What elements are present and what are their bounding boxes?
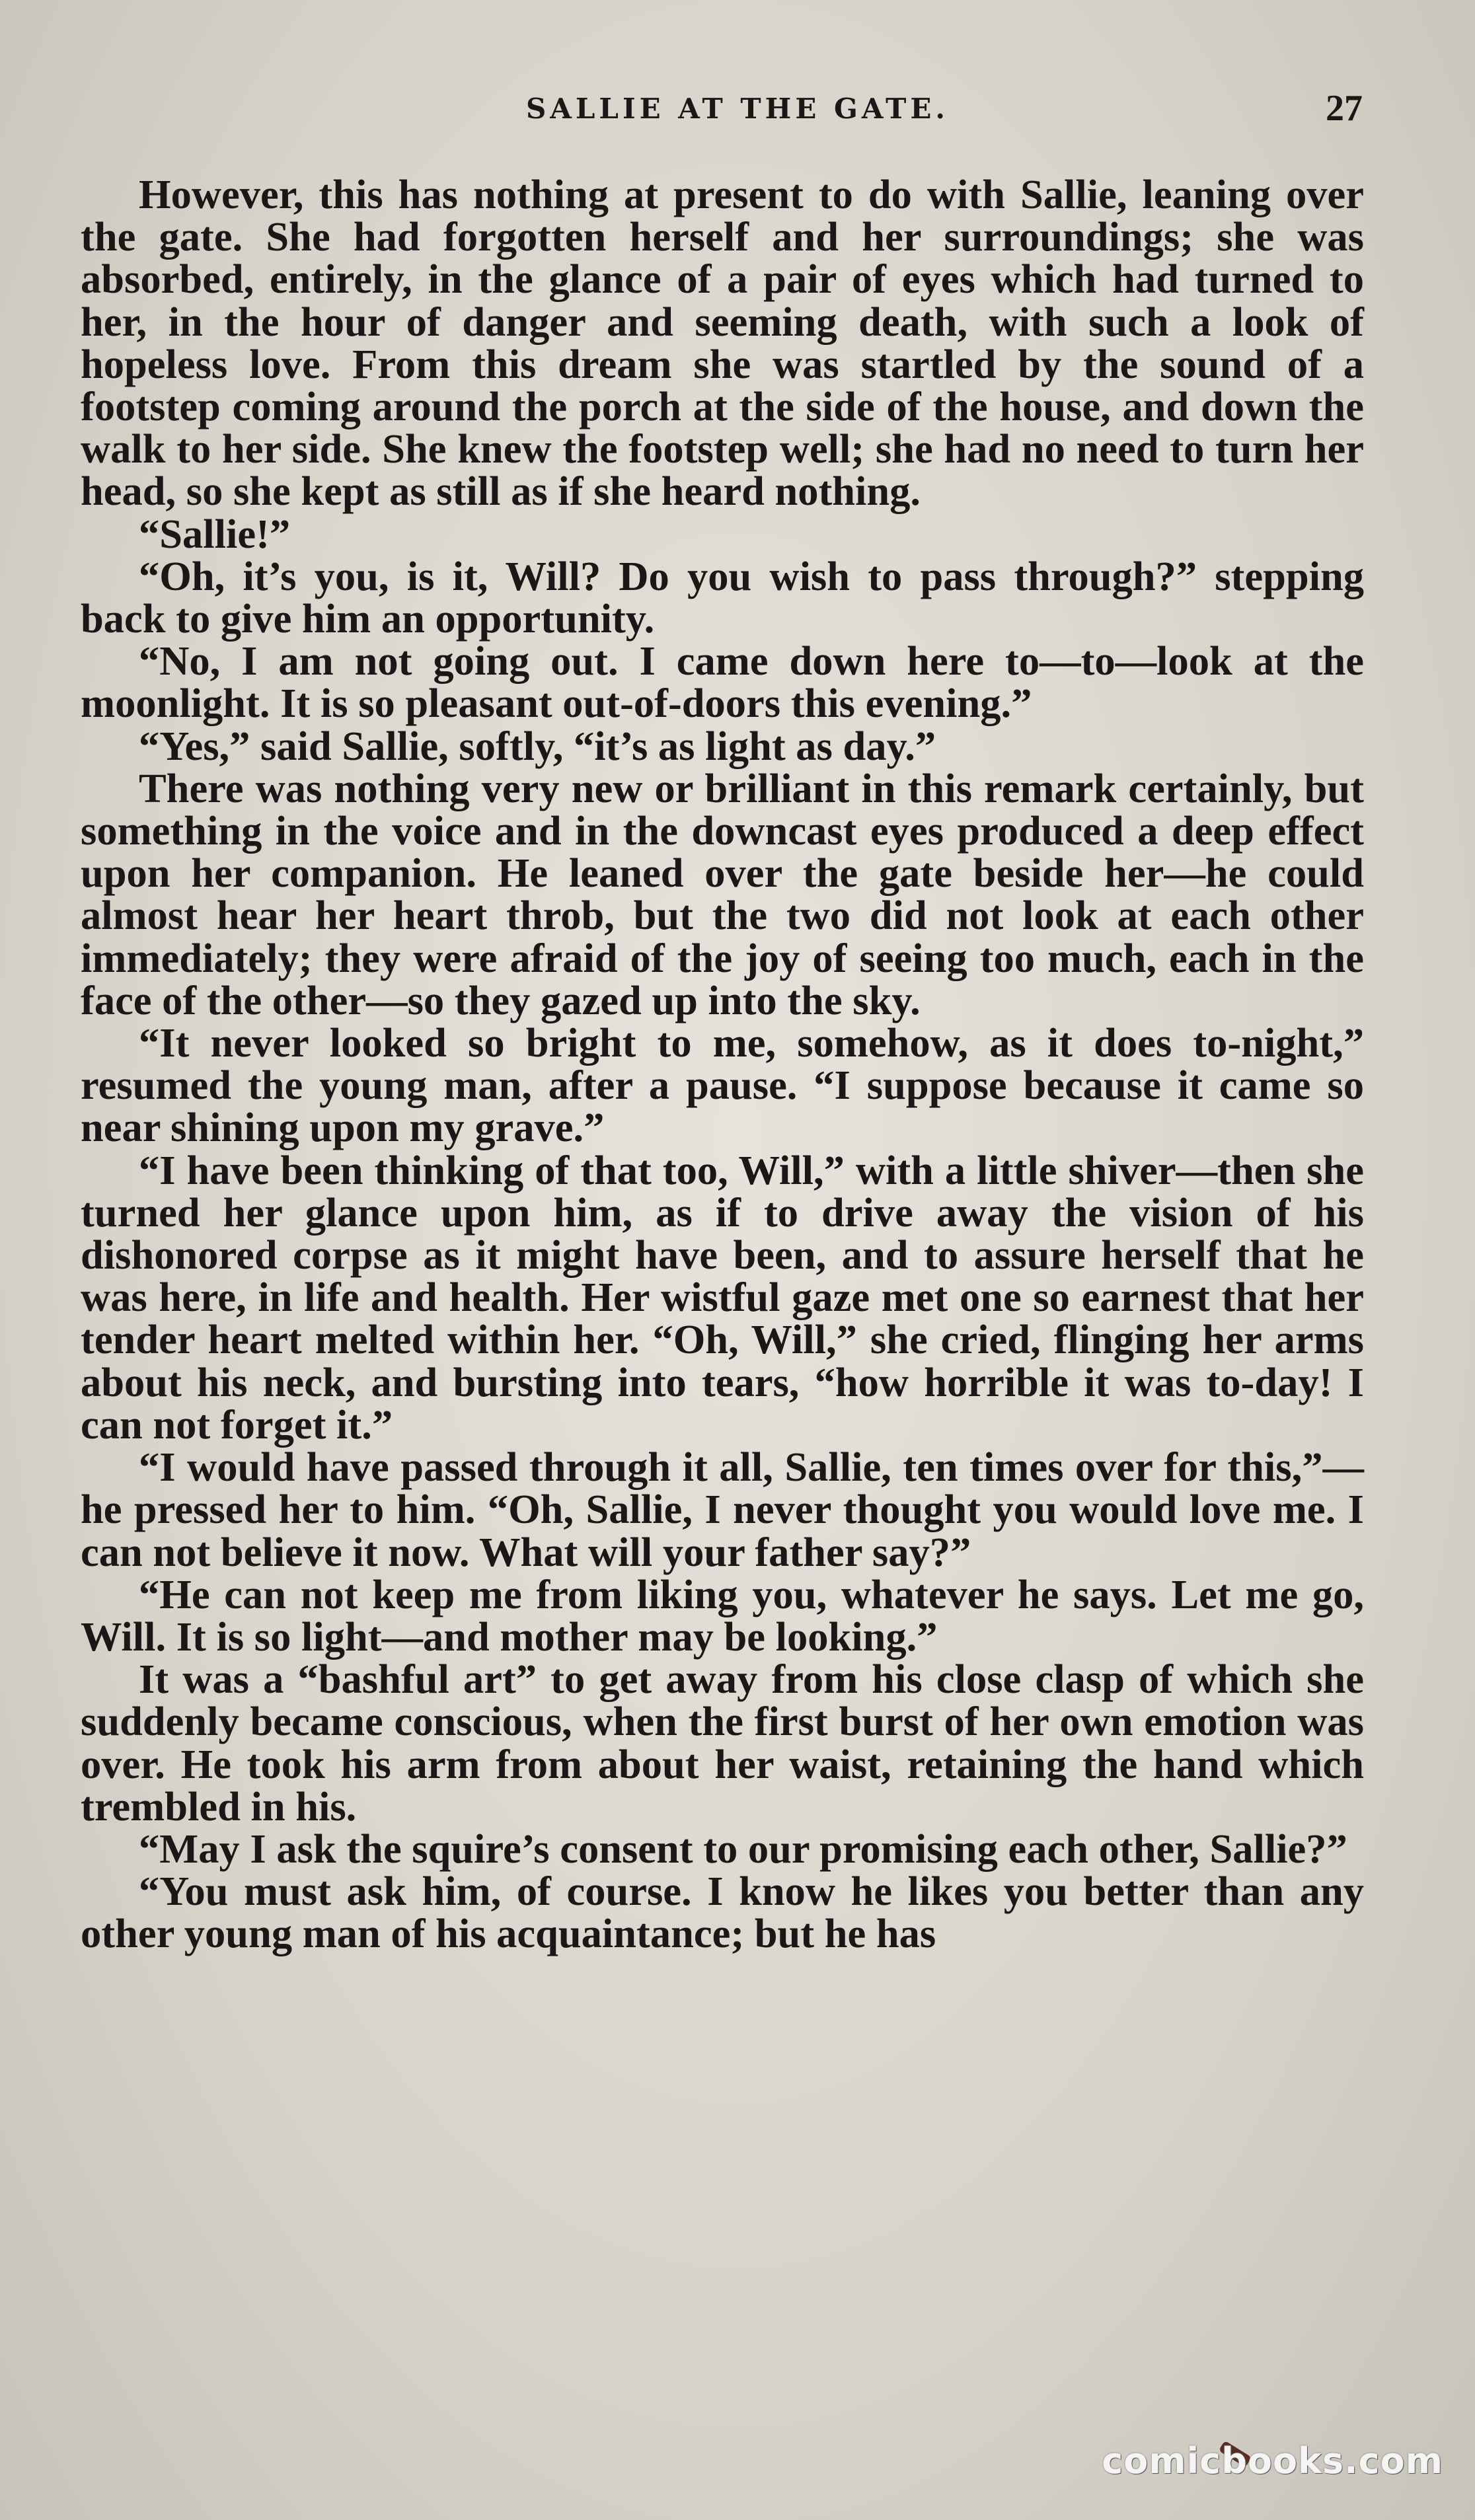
- paragraph: “You must ask him, of course. I know he likes you better than any other young man of his acquaintance; but he has: [81, 1868, 1364, 1957]
- paragraph: “Yes,” said Sallie, softly, “it’s as light as day.”: [139, 722, 936, 769]
- paragraph: “No, I am not going out. I came down here to—to—look at the moonlight. It is so pleasant out-of-doors this evening.”: [81, 638, 1364, 727]
- paragraph: There was nothing very new or brilliant in this remark certainly, but something in the voice and in the downcast eyes produced a deep effect upon her companion. He leaned over the gate beside her—he could almost hear her heart throb, but the two did not look at each other immediately; they were afraid of the joy of seeing too much, each in the face of the other—so they gazed up into the sky.: [81, 764, 1364, 1023]
- paragraph: “I would have passed through it all, Sallie, ten times over for this,”—he pressed her to him. “Oh, Sallie, I never thought you would love me. I can not believe it now. What will your father say?”: [81, 1444, 1364, 1575]
- body-text: [81, 173, 1364, 1955]
- paragraph: “It never looked so bright to me, somehow, as it does to-night,” resumed the young man, after a pause. “I suppose because it came so near shining upon my grave.”: [81, 1019, 1364, 1151]
- page-header: [0, 87, 1475, 140]
- paragraph: It was a “bashful art” to get away from his close clasp of which she suddenly became conscious, when the first burst of her own emotion was over. He took his arm from about her waist, retaining the hand which trembled in his.: [81, 1656, 1364, 1830]
- paragraph: “May I ask the squire’s consent to our promising each other, Sallie?”: [139, 1825, 1347, 1872]
- paragraph: “Oh, it’s you, is it, Will? Do you wish to pass through?” stepping back to give him an opportunity.: [81, 552, 1364, 642]
- running-title: SALLIE AT THE GATE.: [525, 93, 950, 125]
- paragraph: “I have been thinking of that too, Will,” with a little shiver—then she turned her glance upon him, as if to drive away the vision of his dishonored corpse as it might have been, and to assure herself that he was here, in life and health. Her wistful gaze met one so earnest that her tender heart melted within her. “Oh, Will,” she cried, flinging her arms about his neck, and bursting into tears, “how horrible it was to-day! I can not forget it.”: [81, 1146, 1364, 1448]
- page-number: 27: [1326, 88, 1363, 129]
- watermark: comicbooks.com: [1102, 2440, 1443, 2482]
- paragraph: “Sallie!”: [139, 510, 291, 557]
- paragraph: “He can not keep me from liking you, whatever he says. Let me go, Will. It is so light—and mother may be looking.”: [81, 1571, 1364, 1660]
- paragraph: However, this has nothing at present to do with Sallie, leaning over the gate. She had forgotten herself and her surroundings; she was absorbed, entirely, in the glance of a pair of eyes which had turned to her, in the hour of danger and seeming death, with such a look of hopeless love. From this dream she was startled by the sound of a footstep coming around the porch at the side of the house, and down the walk to her side. She knew the footstep well; she had no need to turn her head, so she kept as still as if she heard nothing.: [81, 171, 1364, 515]
